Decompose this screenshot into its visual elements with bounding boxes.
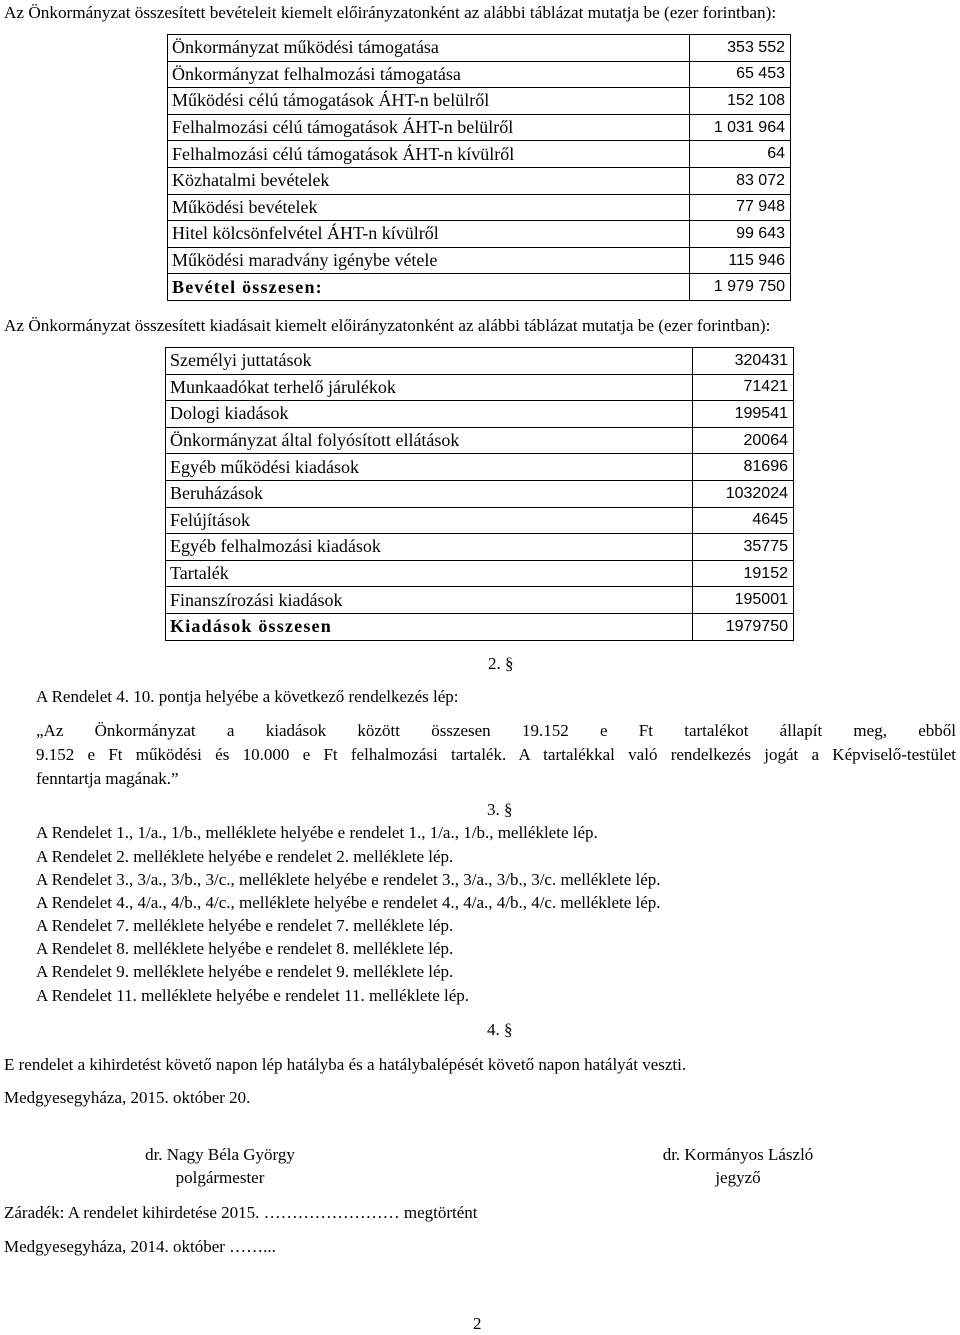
table-row bbox=[166, 401, 794, 428]
row-value: 77 948 bbox=[690, 194, 791, 221]
total-label: Kiadások összesen bbox=[166, 613, 693, 640]
table-row bbox=[166, 374, 794, 401]
row-label: Egyéb felhalmozási kiadások bbox=[166, 534, 693, 561]
total-row bbox=[168, 274, 791, 301]
section-3-line: A Rendelet 7. melléklete helyébe e rendelet 7. melléklete lép. bbox=[36, 916, 454, 935]
total-value: 1979750 bbox=[693, 613, 794, 640]
total-row bbox=[166, 613, 794, 640]
row-value: 99 643 bbox=[690, 221, 791, 248]
table-row bbox=[166, 534, 794, 561]
row-value: 1032024 bbox=[693, 480, 794, 507]
total-label: Bevétel összesen: bbox=[168, 274, 690, 301]
table-row bbox=[168, 114, 791, 141]
row-label: Személyi juttatások bbox=[166, 348, 693, 375]
row-label: Önkormányzat felhalmozási támogatása bbox=[168, 61, 690, 88]
row-label: Működési célú támogatások ÁHT-n belülről bbox=[168, 88, 690, 115]
notary-title: jegyző bbox=[715, 1168, 761, 1187]
place-date: Medgyesegyháza, 2015. október 20. bbox=[4, 1088, 251, 1107]
section-3-line: A Rendelet 9. melléklete helyébe e rendelet 9. melléklete lép. bbox=[36, 962, 454, 981]
row-label: Egyéb működési kiadások bbox=[166, 454, 693, 481]
table-row bbox=[166, 507, 794, 534]
row-label: Felhalmozási célú támogatások ÁHT-n kívülről bbox=[168, 141, 690, 168]
row-value: 320431 bbox=[693, 348, 794, 375]
row-value: 64 bbox=[690, 141, 791, 168]
section-4-text: E rendelet a kihirdetést követő napon lép hatályba és a hatálybalépését követő napon hatályát veszti. bbox=[4, 1055, 687, 1074]
row-label: Tartalék bbox=[166, 560, 693, 587]
table-row bbox=[166, 587, 794, 614]
row-value: 35775 bbox=[693, 534, 794, 561]
page-number: 2 bbox=[473, 1314, 482, 1333]
row-value: 199541 bbox=[693, 401, 794, 428]
section-3-line: A Rendelet 8. melléklete helyébe e rendelet 8. melléklete lép. bbox=[36, 939, 454, 958]
row-label: Felújítások bbox=[166, 507, 693, 534]
table-row bbox=[168, 194, 791, 221]
table-row bbox=[168, 35, 791, 62]
row-label: Önkormányzat által folyósított ellátások bbox=[166, 427, 693, 454]
row-label: Működési bevételek bbox=[168, 194, 690, 221]
section-4-heading: 4. § bbox=[487, 1020, 513, 1039]
income-intro: Az Önkormányzat összesített bevételeit kiemelt előirányzatonként az alábbi táblázat mutatja be (ezer forintban): bbox=[4, 3, 777, 22]
table-row bbox=[166, 454, 794, 481]
section-3-line: A Rendelet 11. melléklete helyébe e rendelet 11. melléklete lép. bbox=[36, 986, 470, 1005]
row-label: Közhatalmi bevételek bbox=[168, 167, 690, 194]
table-row bbox=[168, 221, 791, 248]
expense-intro: Az Önkormányzat összesített kiadásait kiemelt előirányzatonként az alábbi táblázat mutatja be (ezer forintban): bbox=[4, 316, 771, 335]
income-table bbox=[167, 34, 791, 301]
section-2-lead: A Rendelet 4. 10. pontja helyébe a következő rendelkezés lép: bbox=[36, 687, 459, 706]
row-value: 81696 bbox=[693, 454, 794, 481]
row-label: Finanszírozási kiadások bbox=[166, 587, 693, 614]
row-label: Felhalmozási célú támogatások ÁHT-n belülről bbox=[168, 114, 690, 141]
table-row bbox=[166, 560, 794, 587]
row-value: 195001 bbox=[693, 587, 794, 614]
table-row bbox=[166, 427, 794, 454]
table-row bbox=[168, 167, 791, 194]
quote-line-2: 9.152 e Ft működési és 10.000 e Ft felhalmozási tartalék. A tartalékkal való rendelkezés jogát a Képviselő-testület bbox=[36, 745, 956, 764]
table-row bbox=[168, 88, 791, 115]
section-3-line: A Rendelet 2. melléklete helyébe e rendelet 2. melléklete lép. bbox=[36, 847, 454, 866]
row-label: Dologi kiadások bbox=[166, 401, 693, 428]
section-3-line: A Rendelet 4., 4/a., 4/b., 4/c., melléklete helyébe e rendelet 4., 4/a., 4/b., 4/c. melléklete lép. bbox=[36, 893, 661, 912]
closing-line-2: Medgyesegyháza, 2014. október ……... bbox=[4, 1237, 276, 1256]
section-3-heading: 3. § bbox=[487, 800, 513, 819]
section-2-heading: 2. § bbox=[488, 654, 514, 673]
table-row bbox=[166, 480, 794, 507]
section-3-line: A Rendelet 1., 1/a., 1/b., melléklete helyébe e rendelet 1., 1/a., 1/b., melléklete lép. bbox=[36, 823, 598, 842]
expense-table bbox=[165, 347, 794, 641]
section-3-line: A Rendelet 3., 3/a., 3/b., 3/c., melléklete helyébe e rendelet 3., 3/a., 3/b., 3/c. melléklete lép. bbox=[36, 870, 661, 889]
total-value: 1 979 750 bbox=[690, 274, 791, 301]
row-value: 83 072 bbox=[690, 167, 791, 194]
row-value: 115 946 bbox=[690, 247, 791, 274]
row-value: 19152 bbox=[693, 560, 794, 587]
row-value: 65 453 bbox=[690, 61, 791, 88]
row-label: Önkormányzat működési támogatása bbox=[168, 35, 690, 62]
row-label: Beruházások bbox=[166, 480, 693, 507]
mayor-title: polgármester bbox=[175, 1168, 265, 1187]
row-value: 152 108 bbox=[690, 88, 791, 115]
mayor-name: dr. Nagy Béla György bbox=[145, 1145, 295, 1164]
quote-line-3: fenntartja magának.” bbox=[36, 769, 179, 788]
quote-line-1: „Az Önkormányzat a kiadások között összesen 19.152 e Ft tartalékot állapít meg, ebből bbox=[36, 721, 956, 740]
table-row bbox=[168, 247, 791, 274]
row-value: 353 552 bbox=[690, 35, 791, 62]
table-row bbox=[166, 348, 794, 375]
table-row bbox=[168, 141, 791, 168]
table-row bbox=[168, 61, 791, 88]
row-value: 1 031 964 bbox=[690, 114, 791, 141]
row-value: 71421 bbox=[693, 374, 794, 401]
closing-line-1: Záradék: A rendelet kihirdetése 2015. …………………… megtörtént bbox=[4, 1203, 478, 1222]
row-value: 4645 bbox=[693, 507, 794, 534]
row-label: Munkaadókat terhelő járulékok bbox=[166, 374, 693, 401]
row-label: Működési maradvány igénybe vétele bbox=[168, 247, 690, 274]
row-value: 20064 bbox=[693, 427, 794, 454]
notary-name: dr. Kormányos László bbox=[662, 1145, 814, 1164]
row-label: Hitel kölcsönfelvétel ÁHT-n kívülről bbox=[168, 221, 690, 248]
